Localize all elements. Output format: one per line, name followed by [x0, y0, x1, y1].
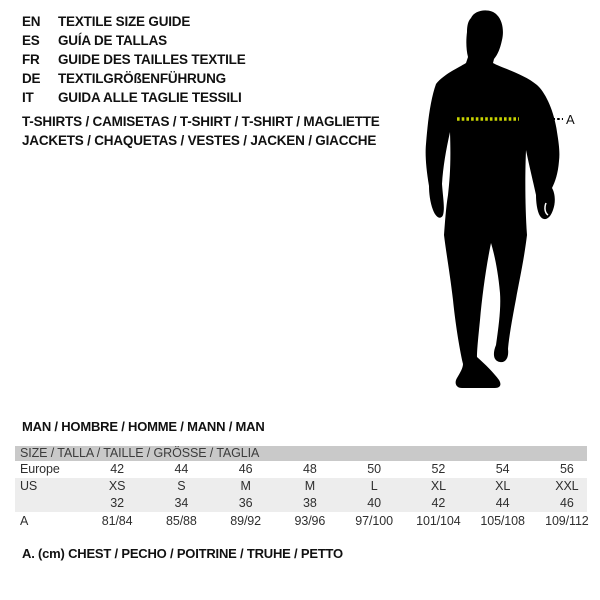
language-title: TEXTILGRÖßENFÜHRUNG [58, 71, 226, 86]
size-table-row-us-letters [15, 478, 587, 495]
size-cell: 93/96 [294, 514, 326, 528]
language-item [22, 12, 246, 31]
size-cell: 44 [174, 462, 189, 476]
size-cell: M [240, 479, 251, 493]
language-title: GUIDE DES TAILLES TEXTILE [58, 52, 246, 67]
size-cell: 46 [560, 496, 574, 510]
size-cell: 85/88 [165, 514, 197, 528]
category-line-jackets: JACKETS / CHAQUETAS / VESTES / JACKEN / GIACCHE [22, 133, 377, 148]
size-cell: 44 [495, 496, 510, 510]
language-code: FR [22, 52, 40, 67]
man-silhouette-figure [405, 2, 580, 402]
man-silhouette [426, 10, 560, 388]
size-table-header: SIZE / TALLA / TAILLE / GRÖSSE / TAGLIA [15, 446, 587, 461]
size-cell: 81/84 [101, 514, 133, 528]
size-cell: L [370, 479, 378, 493]
size-table-row-chest-cm [15, 512, 587, 530]
size-cell: 54 [495, 462, 510, 476]
language-code: DE [22, 71, 41, 86]
size-cell: 34 [174, 496, 189, 510]
language-list [22, 12, 246, 107]
size-cell: 50 [367, 462, 381, 476]
size-cell: 40 [367, 496, 381, 510]
language-title: GUIDA ALLE TAGLIE TESSILI [58, 90, 242, 105]
category-line-tshirts: T-SHIRTS / CAMISETAS / T-SHIRT / T-SHIRT / MAGLIETTE [22, 114, 380, 129]
size-cell: XL [430, 479, 446, 493]
measurement-footnote: A. (cm) CHEST / PECHO / POITRINE / TRUHE / PETTO [22, 546, 343, 561]
size-cell: M [304, 479, 316, 493]
size-table-row-europe [15, 461, 587, 478]
size-cell: 38 [303, 496, 317, 510]
language-code: ES [22, 33, 40, 48]
size-cell: 42 [431, 496, 446, 510]
size-cell: XL [495, 479, 511, 493]
row-label: US [20, 479, 38, 493]
size-table [15, 446, 587, 530]
size-cell: 48 [303, 462, 317, 476]
size-cell: 105/108 [480, 514, 525, 528]
measurement-a-label: A [566, 112, 575, 127]
language-item [22, 88, 246, 107]
size-cell: 36 [238, 496, 253, 510]
size-cell: 97/100 [355, 514, 393, 528]
language-title: GUÍA DE TALLAS [58, 33, 167, 48]
size-cell: S [177, 479, 186, 493]
size-cell: 101/104 [416, 514, 461, 528]
language-item [22, 31, 246, 50]
row-label: Europe [20, 462, 60, 476]
language-code: EN [22, 14, 41, 29]
size-cell: 32 [110, 496, 124, 510]
language-item [22, 50, 246, 69]
size-cell: 52 [431, 462, 446, 476]
size-cell: XXL [555, 479, 579, 493]
gender-section-title: MAN / HOMBRE / HOMME / MANN / MAN [22, 419, 265, 434]
size-cell: 89/92 [230, 514, 262, 528]
garment-categories [22, 112, 380, 150]
row-label: A [20, 514, 29, 528]
language-item [22, 69, 246, 88]
language-code: IT [22, 90, 34, 105]
size-cell: 109/112 [545, 514, 589, 528]
size-table-row-us-numbers [15, 495, 587, 512]
size-cell: 42 [110, 462, 124, 476]
size-cell: 46 [238, 462, 253, 476]
size-cell: 56 [560, 462, 574, 476]
size-cell: XS [108, 479, 126, 493]
language-title: TEXTILE SIZE GUIDE [58, 14, 191, 29]
